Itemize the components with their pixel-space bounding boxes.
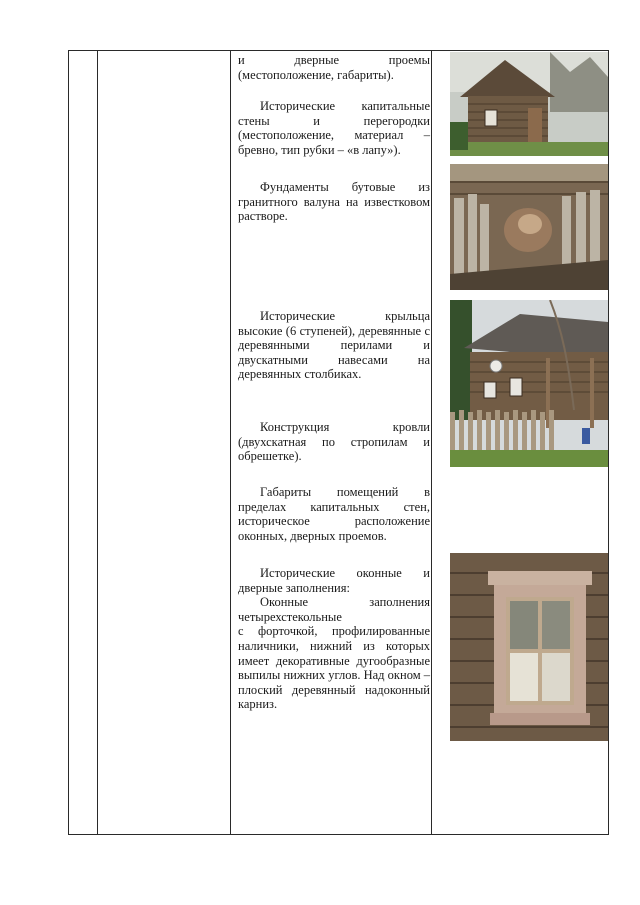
table-border-left: [68, 50, 69, 835]
text-block-walls: Исторические капитальные стены и перегородки (местоположение, материал – бревно, тип рубки – «в лапу»).: [238, 99, 430, 157]
table-border-bottom: [68, 834, 609, 835]
foundation-photo: [450, 164, 608, 290]
text-block-roof: Конструкция кровли (двухскатная по стропилам и обрешетке).: [238, 420, 430, 464]
text-block-porch: Исторические крыльца высокие (6 ступеней), деревянные с деревянными перилами и двускатными навесами на деревянных столбиках.: [238, 309, 430, 382]
porch-photo: [450, 300, 608, 467]
window-photo: [450, 553, 608, 741]
table-border-right: [608, 50, 609, 835]
table-border-top: [68, 50, 609, 51]
table-divider-2: [230, 50, 231, 835]
table-divider-3: [431, 50, 432, 835]
text-block-openings: и дверные проемы (местоположение, габариты).: [238, 53, 430, 82]
table-divider-1: [97, 50, 98, 835]
text-block-rooms: Габариты помещений в пределах капитальных стен, историческое расположение оконных, дверных проемов.: [238, 485, 430, 543]
house-exterior-photo: [450, 52, 608, 156]
text-block-windows: Исторические оконные и дверные заполнения: Оконные заполнения четырехстекольные с форточкой, профилированные наличники, нижний из которых имеет декоративные дугообразные выпилы нижних углов. Над окном – плоский деревянный надоконный карниз.: [238, 566, 430, 712]
text-block-foundation: Фундаменты бутовые из гранитного валуна на известковом растворе.: [238, 180, 430, 224]
